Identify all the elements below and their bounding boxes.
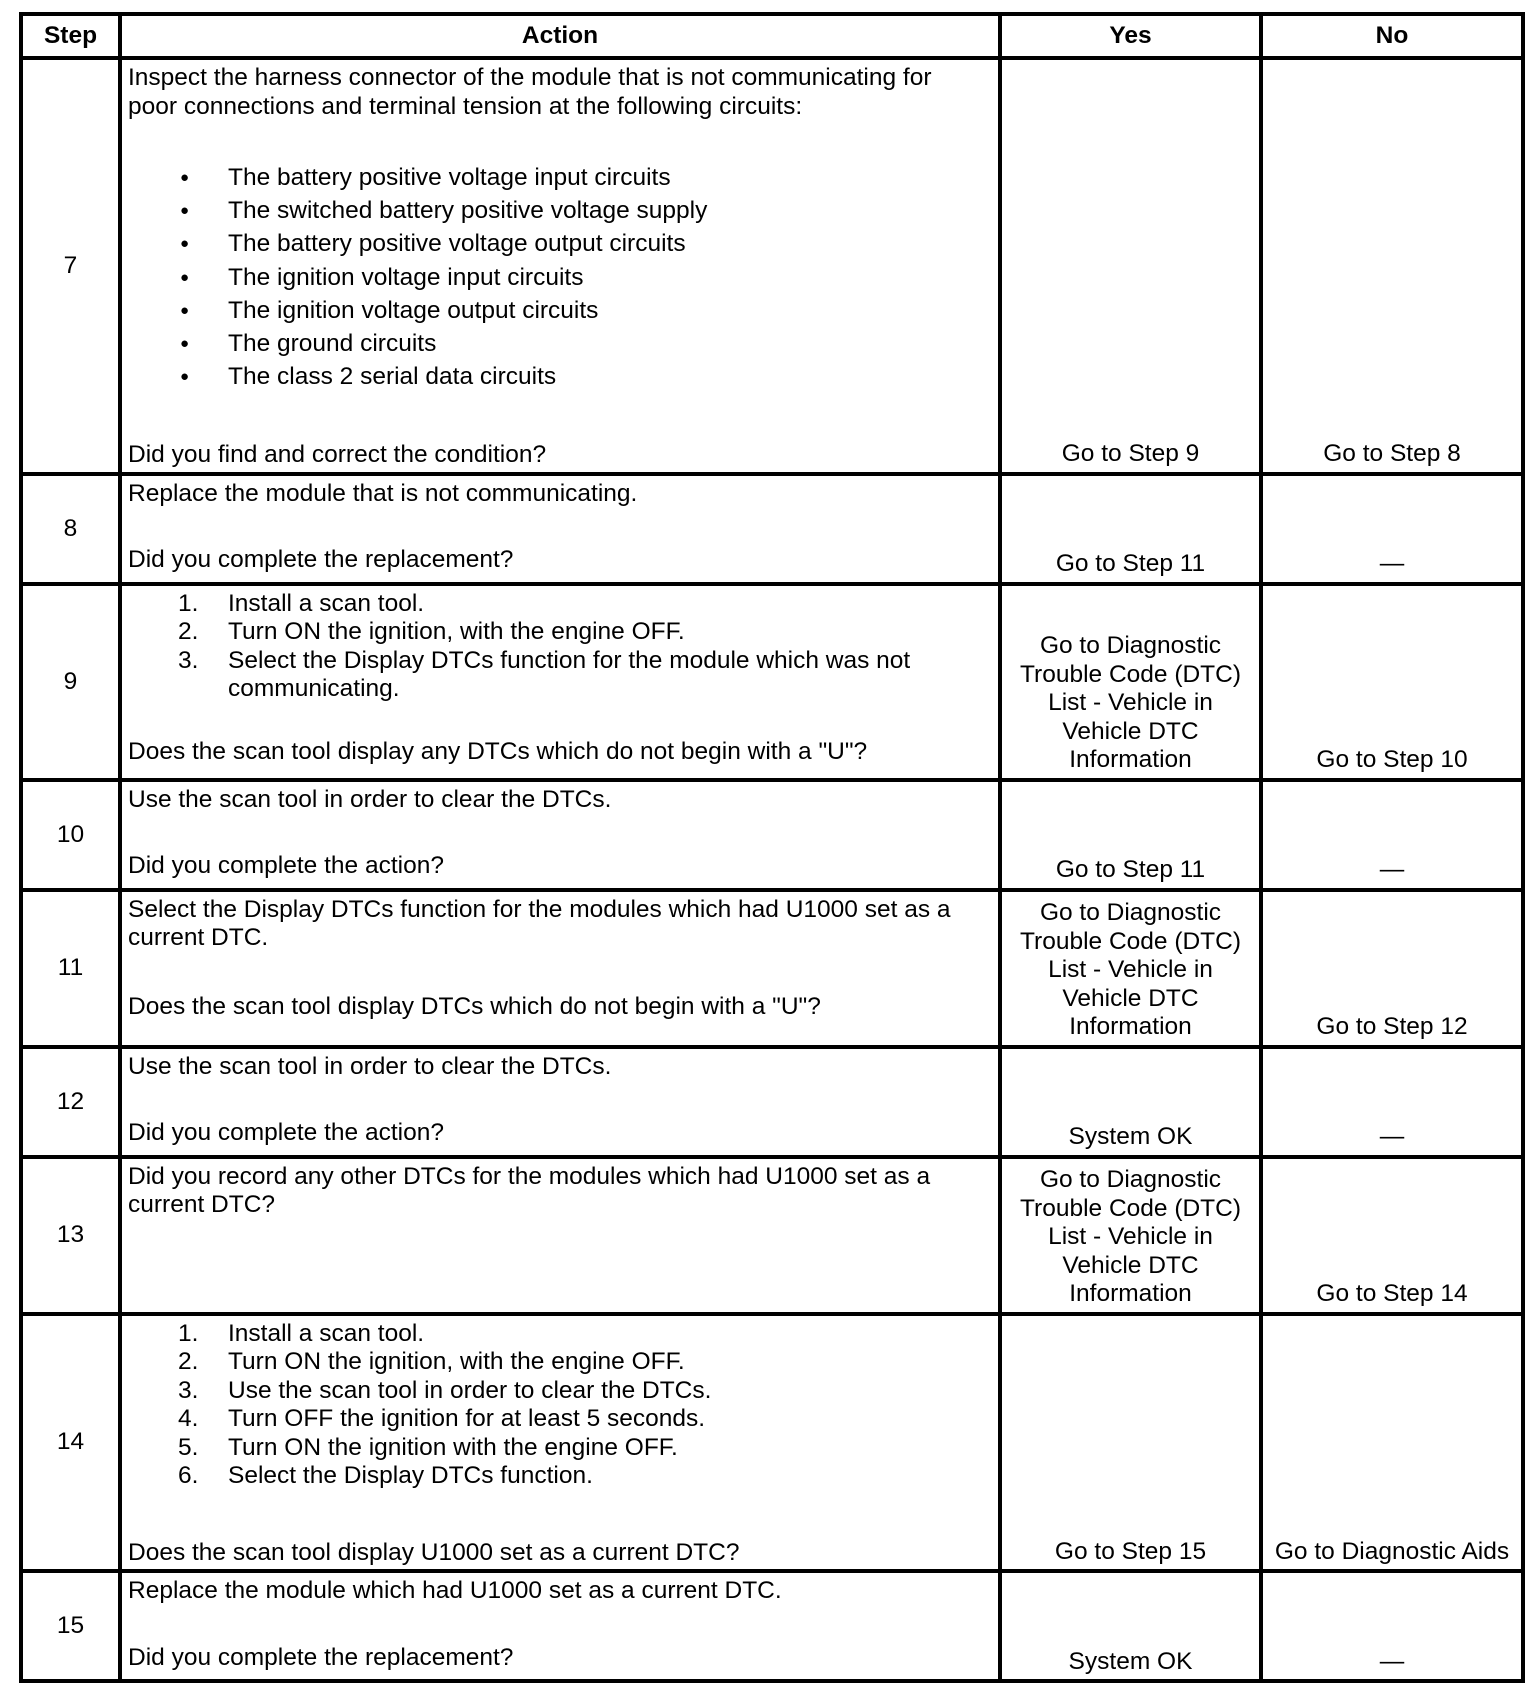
procedure-list [128, 590, 992, 704]
no-cell: Go to Diagnostic Aids [1261, 1314, 1523, 1572]
step-number: 15 [21, 1571, 120, 1681]
action-question: Did you complete the action? [128, 852, 444, 880]
action-intro: Use the scan tool in order to clear the DTCs. [128, 1052, 612, 1080]
step-number: 13 [21, 1157, 120, 1314]
step-number: 14 [21, 1314, 120, 1572]
action-cell [120, 58, 1000, 474]
action-intro: Replace the module that is not communicating. [128, 479, 638, 507]
no-cell: Go to Step 10 [1261, 584, 1523, 780]
list-item: ● The switched battery positive voltage supply [128, 194, 992, 227]
list-item: 2. Turn ON the ignition, with the engine OFF. [178, 618, 685, 646]
action-question: Did you find and correct the condition? [128, 441, 547, 469]
no-cell: Go to Step 12 [1261, 890, 1523, 1047]
yes-cell: Go to Step 9 [1000, 58, 1261, 474]
action-intro: Use the scan tool in order to clear the DTCs. [128, 785, 612, 813]
no-cell: — [1261, 780, 1523, 890]
yes-cell: Go to Diagnostic Trouble Code (DTC) List - Vehicle in Vehicle DTC Information [1000, 890, 1261, 1047]
action-question: Does the scan tool display DTCs which do not begin with a "U"? [128, 992, 821, 1020]
table-row [21, 890, 1523, 1047]
step-number: 12 [21, 1047, 120, 1157]
action-question: Did you complete the replacement? [128, 546, 514, 574]
table-row [21, 58, 1523, 474]
yes-cell: Go to Diagnostic Trouble Code (DTC) List - Vehicle in Vehicle DTC Information [1000, 584, 1261, 780]
action-intro: Did you record any other DTCs for the modules which had U1000 set as a current DTC? [128, 1162, 931, 1219]
table-row [21, 1157, 1523, 1314]
action-intro: Inspect the harness connector of the module that is not communicating for poor connections and terminal tension at the following circuits: [128, 64, 932, 120]
procedure-list [128, 1320, 992, 1491]
list-item: 2. Turn ON the ignition, with the engine OFF. [178, 1348, 685, 1376]
header-action: Action [120, 14, 1000, 58]
yes-cell: Go to Diagnostic Trouble Code (DTC) List - Vehicle in Vehicle DTC Information [1000, 1157, 1261, 1314]
action-cell [120, 780, 1000, 890]
table-row [21, 584, 1523, 780]
no-cell: — [1261, 474, 1523, 584]
list-item: ● The ignition voltage output circuits [128, 294, 992, 327]
list-item: ● The battery positive voltage output circuits [128, 227, 992, 260]
list-item: ● The battery positive voltage input circuits [128, 161, 992, 194]
step-number: 7 [21, 58, 120, 474]
header-row [21, 14, 1523, 58]
list-item: 6. Select the Display DTCs function. [178, 1462, 593, 1490]
action-question: Did you complete the replacement? [128, 1643, 514, 1671]
no-cell: Go to Step 14 [1261, 1157, 1523, 1314]
yes-cell: Go to Step 11 [1000, 474, 1261, 584]
list-item: ● The ignition voltage input circuits [128, 261, 992, 294]
list-item: ● The ground circuits [128, 327, 992, 360]
no-cell: — [1261, 1047, 1523, 1157]
action-question: Did you complete the action? [128, 1119, 444, 1147]
circuit-list [128, 161, 992, 393]
action-cell [120, 1314, 1000, 1572]
list-item: 1. Install a scan tool. [178, 589, 425, 617]
action-cell [120, 1571, 1000, 1681]
list-item: 4. Turn OFF the ignition for at least 5 seconds. [178, 1405, 706, 1433]
table-row [21, 1047, 1523, 1157]
action-cell [120, 890, 1000, 1047]
action-question: Does the scan tool display U1000 set as a current DTC? [128, 1538, 740, 1566]
table-row [21, 1571, 1523, 1681]
step-number: 10 [21, 780, 120, 890]
header-yes: Yes [1000, 14, 1261, 58]
action-intro: Replace the module which had U1000 set as a current DTC. [128, 1577, 782, 1605]
list-item: 3. Select the Display DTCs function for the module which was not communicating. [178, 646, 911, 703]
table-row [21, 474, 1523, 584]
yes-cell: System OK [1000, 1047, 1261, 1157]
list-item: 3. Use the scan tool in order to clear the DTCs. [178, 1376, 712, 1404]
list-item: 5. Turn ON the ignition with the engine OFF. [178, 1433, 678, 1461]
action-intro: Select the Display DTCs function for the modules which had U1000 set as a current DTC. [128, 895, 951, 952]
diagnostic-table [19, 12, 1525, 1683]
no-cell: Go to Step 8 [1261, 58, 1523, 474]
action-question: Does the scan tool display any DTCs which do not begin with a "U"? [128, 737, 868, 765]
action-cell [120, 1047, 1000, 1157]
list-item: ● The class 2 serial data circuits [128, 360, 992, 393]
yes-cell: Go to Step 11 [1000, 780, 1261, 890]
action-cell [120, 584, 1000, 780]
no-cell: — [1261, 1571, 1523, 1681]
action-cell [120, 474, 1000, 584]
table-row [21, 1314, 1523, 1572]
step-number: 9 [21, 584, 120, 780]
action-cell [120, 1157, 1000, 1314]
step-number: 11 [21, 890, 120, 1047]
table-row [21, 780, 1523, 890]
yes-cell: Go to Step 15 [1000, 1314, 1261, 1572]
list-item: 1. Install a scan tool. [178, 1319, 425, 1347]
header-no: No [1261, 14, 1523, 58]
header-step: Step [21, 14, 120, 58]
yes-cell: System OK [1000, 1571, 1261, 1681]
step-number: 8 [21, 474, 120, 584]
